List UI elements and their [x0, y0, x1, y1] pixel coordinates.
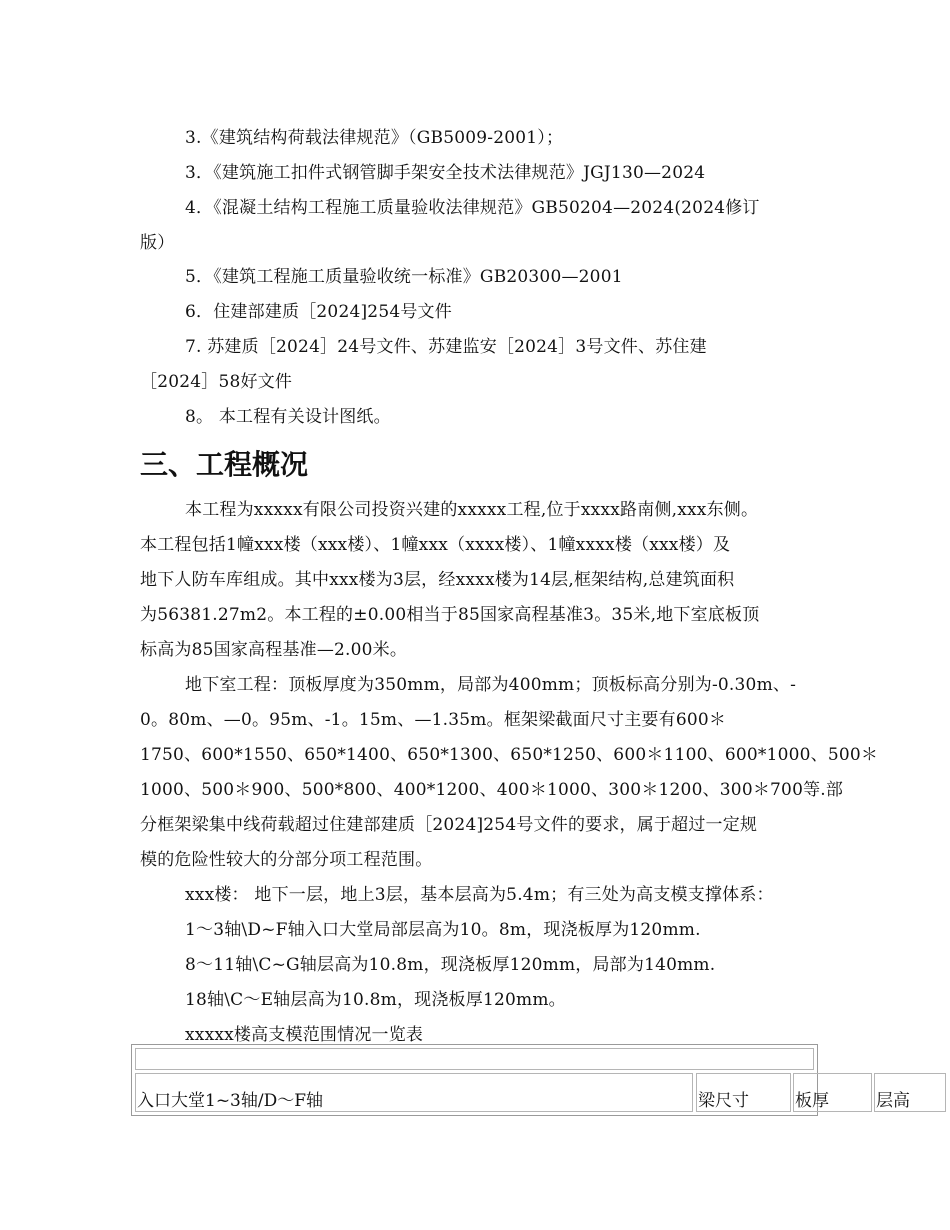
reference-item: 3．《建筑施工扣件式钢管脚手架安全技术法律规范》JGJ130—2024 — [185, 163, 706, 183]
reference-item-continuation: 版） — [140, 233, 175, 253]
reference-item: 4．《混凝土结构工程施工质量验收法律规范》GB50204—2024(2024修订 — [185, 198, 760, 218]
building-line: xxx楼： 地下一层，地上3层，基本层高为5.4m；有三处为高支模支撑体系： — [185, 885, 774, 905]
overview-line: 本工程为xxxxx有限公司投资兴建的xxxxx工程,位于xxxx路南侧,xxx东侧。 — [185, 500, 759, 520]
table-header-row — [135, 1048, 814, 1070]
reference-item: 6．住建部建质［2024]254号文件 — [185, 302, 452, 322]
building-line: 1～3轴\D~F轴入口大堂局部层高为10。8m，现浇板厚为120mm. — [185, 920, 701, 940]
reference-item: 8。 本工程有关设计图纸。 — [185, 407, 391, 427]
basement-line: 模的危险性较大的分部分项工程范围。 — [140, 850, 433, 870]
table-caption: xxxxx楼高支模范围情况一览表 — [185, 1025, 424, 1045]
basement-line: 1750、600*1550、650*1400、650*1300、650*1250、600＊1100、600*1000、500＊ — [140, 745, 879, 765]
basement-line: 分框架梁集中线荷载超过住建部建质［2024]254号文件的要求，属于超过一定规 — [140, 815, 758, 835]
reference-item: 3.《建筑结构荷载法律规范》（GB5009-2001）； — [185, 128, 564, 148]
building-line: 8～11轴\C~G轴层高为10.8m，现浇板厚120mm，局部为140mm. — [185, 955, 716, 975]
overview-line: 标高为85国家高程基准—2.00米。 — [140, 640, 408, 660]
section-title: 三、工程概况 — [140, 448, 309, 481]
overview-line: 为56381.27m2。本工程的±0.00相当于85国家高程基准3。35米,地下室底板顶 — [140, 605, 760, 625]
basement-line: 地下室工程：顶板厚度为350mm，局部为400mm；顶板标高分别为-0.30m、- — [185, 675, 797, 695]
formwork-table — [131, 1044, 910, 1116]
table-cell-beam-size: 梁尺寸 — [696, 1073, 791, 1112]
basement-line: 1000、500＊900、500*800、400*1200、400＊1000、300＊1200、300＊700等.部 — [140, 780, 844, 800]
basement-line: 0。80m、—0。95m、-1。15m、—1.35m。框架梁截面尺寸主要有600＊ — [140, 710, 727, 730]
building-line: 18轴\C～E轴层高为10.8m，现浇板厚120mm。 — [185, 990, 566, 1010]
table-cell-floor-height: 层高 — [874, 1073, 946, 1112]
reference-item: 5．《建筑工程施工质量验收统一标准》GB20300—2001 — [185, 267, 623, 287]
reference-item: 7. 苏建质［2024］24号文件、苏建监安［2024］3号文件、苏住建 — [185, 337, 707, 357]
overview-line: 地下人防车库组成。其中xxx楼为3层，经xxxx楼为14层,框架结构,总建筑面积 — [140, 570, 735, 590]
reference-item-continuation: ［2024］58好文件 — [140, 372, 293, 392]
table-cell-location: 入口大堂1~3轴/D～F轴 — [135, 1073, 693, 1112]
overview-line: 本工程包括1幢xxx楼（xxx楼）、1幢xxx（xxxx楼）、1幢xxxx楼（xxx楼）及 — [140, 535, 731, 555]
table-cell-slab-thickness: 板厚 — [793, 1073, 872, 1112]
